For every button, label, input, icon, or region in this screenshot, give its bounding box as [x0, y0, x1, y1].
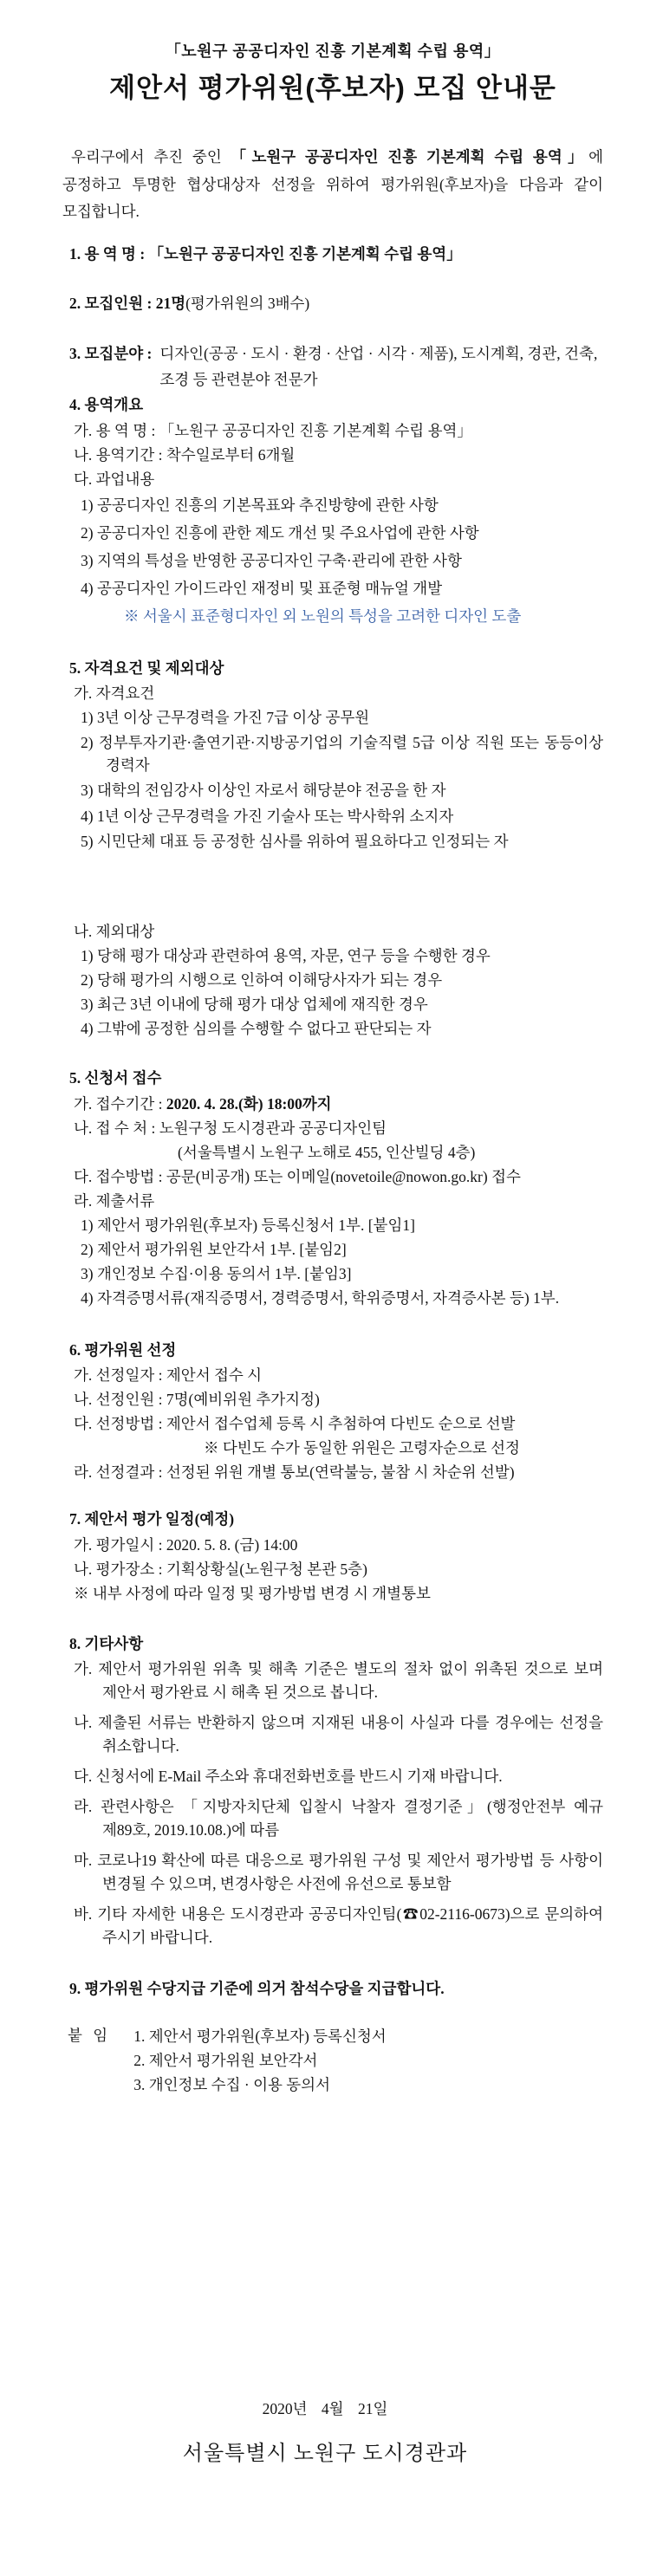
recruit-field-value: 디자인(공공 · 도시 · 환경 · 산업 · 시각 · 제품), 도시계획, 경관, 건축, 조경 등 관련분야 전문가: [159, 344, 598, 388]
application-doc-item: 3) 개인정보 수집·이용 동의서 1부. [붙임3]: [81, 1264, 352, 1282]
recruit-count-main: 2. 모집인원 : 21명: [69, 294, 186, 312]
qualification-item: 2) 정부투자기관·출연기관·지방공기업의 기술직렬 5급 이상 직원 또는 동등이상 경력자: [81, 733, 603, 774]
intro-service-name: 「노원구 공공디자인 진흥 기본계획 수립 용역」: [231, 148, 589, 165]
qualification-item: 3) 대학의 전임강사 이상인 자로서 해당분야 전공을 한 자: [81, 781, 446, 799]
selection-method-note: ※ 다빈도 수가 동일한 위원은 고령자순으로 선정: [204, 1438, 520, 1457]
doc-title: 제안서 평가위원(후보자) 모집 안내문: [109, 73, 556, 103]
intro-pre: 우리구에서 추진 중인: [71, 148, 231, 165]
recruit-field-label: 3. 모집분야 :: [69, 344, 153, 362]
phone-icon: ☎: [401, 1904, 420, 1923]
exclusion-label: 나. 제외대상: [74, 922, 155, 940]
qualification-item: 5) 시민단체 대표 등 공정한 심사를 위하여 필요하다고 인정되는 자: [81, 832, 509, 850]
attachment-item: 2. 제안서 평가위원 보안각서: [133, 2051, 318, 2069]
exclusion-item: 4) 그밖에 공정한 심의를 수행할 수 없다고 판단되는 자: [81, 1019, 432, 1037]
qualification-item: 1) 3년 이상 근무경력을 가진 7급 이상 공무원: [81, 708, 370, 726]
application-office: 나. 접 수 처 : 노원구청 도시경관과 공공디자인팀: [74, 1119, 387, 1137]
schedule-place: 나. 평가장소 : 기획상황실(노원구청 본관 5층): [74, 1560, 367, 1578]
attachments-label: 붙 임: [68, 2026, 112, 2044]
section-overview-heading: 4. 용역개요: [69, 395, 144, 413]
overview-task-item: 2) 공공디자인 진흥에 관한 제도 개선 및 주요사업에 관한 사항: [81, 523, 479, 542]
section-schedule-heading: 7. 제안서 평가 일정(예정): [69, 1509, 235, 1528]
schedule-note: ※ 내부 사정에 따라 일정 및 평가방법 변경 시 개별통보: [74, 1584, 431, 1602]
overview-design-note: ※ 서울시 표준형디자인 외 노원의 특성을 고려한 디자인 도출: [124, 607, 522, 625]
issuing-org: 서울특별시 노원구 도시경관과: [182, 2443, 468, 2465]
selection-count: 나. 선정인원 : 7명(예비위원 추가지정): [74, 1390, 320, 1408]
overview-task-item: 1) 공공디자인 진흥의 기본목표와 추진방향에 관한 사항: [81, 496, 439, 514]
exclusion-item: 2) 당해 평가의 시행으로 인하여 이해당사자가 되는 경우: [81, 970, 443, 989]
qualification-label: 가. 자격요건: [74, 684, 155, 702]
exclusion-item: 3) 최근 3년 이내에 당해 평가 대상 업체에 재직한 경우: [81, 995, 428, 1013]
etc-contact-pre: 바. 기타 자세한 내용은 도시경관과 공공디자인팀(: [74, 1904, 402, 1923]
overview-task-item: 3) 지역의 특성을 반영한 공공디자인 구축·관리에 관한 사항: [81, 551, 462, 569]
overview-tasks-label: 다. 과업내용: [74, 470, 155, 488]
section-etc-heading: 8. 기타사항: [69, 1634, 144, 1652]
attachment-item: 1. 제안서 평가위원(후보자) 등록신청서: [133, 2027, 387, 2045]
qualification-item: 4) 1년 이상 근무경력을 가진 기술사 또는 박사학위 소지자: [81, 807, 454, 825]
application-period-label: 가. 접수기간 :: [74, 1094, 166, 1113]
etc-contact-post: )으로 문의하여 주시기 바랍니다.: [102, 1904, 603, 1946]
recruit-count-note: (평가위원의 3배수): [185, 294, 310, 312]
etc-item: 나. 제출된 서류는 반환하지 않으며 지재된 내용이 사실과 다를 경우에는 선정을 취소합니다.: [74, 1713, 603, 1755]
etc-item: 다. 신청서에 E-Mail 주소와 휴대전화번호를 반드시 기재 바랍니다.: [74, 1767, 503, 1785]
section-application-heading: 5. 신청서 접수: [69, 1068, 162, 1087]
section-allowance: 9. 평가위원 수당지급 기준에 의거 참석수당을 지급합니다.: [69, 1979, 445, 1997]
etc-item: 가. 제안서 평가위원 위촉 및 해촉 기준은 별도의 절차 없이 위촉된 것으로 보며 제안서 평가완료 시 해촉 된 것으로 봅니다.: [74, 1659, 603, 1701]
application-doc-item: 1) 제안서 평가위원(후보자) 등록신청서 1부. [붙임1]: [81, 1216, 415, 1234]
doc-subtitle: 「노원구 공공디자인 진흥 기본계획 수립 용역」: [165, 42, 501, 60]
attachments-block: [62, 2024, 603, 2097]
section-recruit-count: [62, 291, 603, 315]
application-docs-label: 라. 제출서류: [74, 1191, 155, 1210]
etc-contact-phone: 02-2116-0673: [419, 1904, 505, 1923]
application-office-address: (서울특별시 노원구 노해로 455, 인산빌딩 4층): [178, 1143, 476, 1161]
section-qualification-heading: 5. 자격요건 및 제외대상: [69, 659, 224, 677]
schedule-datetime: 가. 평가일시 : 2020. 5. 8. (금) 14:00: [74, 1535, 298, 1554]
intro-paragraph: [62, 144, 603, 226]
section-selection-heading: 6. 평가위원 선정: [69, 1340, 177, 1359]
etc-item: 마. 코로나19 확산에 따른 대응으로 평가위원 구성 및 제안서 평가방법 등 사항이 변경될 수 있으며, 변경사항은 사전에 유선으로 통보함: [74, 1851, 603, 1892]
etc-item: 라. 관련사항은 「지방자치단체 입찰시 낙찰자 결정기준」(행정안전부 예규 제89호, 2019.10.08.)에 따름: [74, 1797, 603, 1839]
overview-task-item: 4) 공공디자인 가이드라인 재정비 및 표준형 매뉴얼 개발: [81, 579, 443, 597]
overview-period: 나. 용역기간 : 착수일로부터 6개월: [74, 445, 296, 464]
selection-result: 라. 선정결과 : 선정된 위원 개별 통보(연락불능, 불참 시 차순위 선발): [74, 1463, 515, 1481]
section-service-name: 1. 용 역 명 : 「노원구 공공디자인 진흥 기본계획 수립 용역」: [69, 244, 462, 263]
application-period: [62, 1092, 603, 1116]
attachment-item: 3. 개인정보 수집 · 이용 동의서: [133, 2075, 330, 2093]
overview-name: 가. 용 역 명 : 「노원구 공공디자인 진흥 기본계획 수립 용역」: [74, 421, 472, 439]
intro-post: 에 공정하고 투명한 협상대상자 선정을 위하여 평가위원(후보자)을 다음과 같이 모집합니다.: [62, 148, 603, 220]
attachments-list: [133, 2024, 386, 2097]
application-doc-item: 4) 자격증명서류(재직증명서, 경력증명서, 학위증명서, 자격증사본 등) 1부.: [81, 1288, 560, 1307]
selection-method: 다. 선정방법 : 제안서 접수업체 등록 시 추첨하여 다빈도 순으로 선발: [74, 1414, 516, 1432]
doc-date: 2020년 4월 21일: [262, 2400, 388, 2417]
application-method: 다. 접수방법 : 공문(비공개) 또는 이메일(novetoile@nowon.go.kr) 접수: [74, 1167, 521, 1185]
selection-date: 가. 선정일자 : 제안서 접수 시: [74, 1366, 263, 1384]
etc-item-contact: [62, 1903, 603, 1950]
exclusion-item: 1) 당해 평가 대상과 관련하여 용역, 자문, 연구 등을 수행한 경우: [81, 946, 491, 964]
application-doc-item: 2) 제안서 평가위원 보안각서 1부. [붙임2]: [81, 1240, 347, 1258]
section-recruit-field: [62, 341, 603, 393]
application-period-value: 2020. 4. 28.(화) 18:00까지: [166, 1094, 332, 1113]
